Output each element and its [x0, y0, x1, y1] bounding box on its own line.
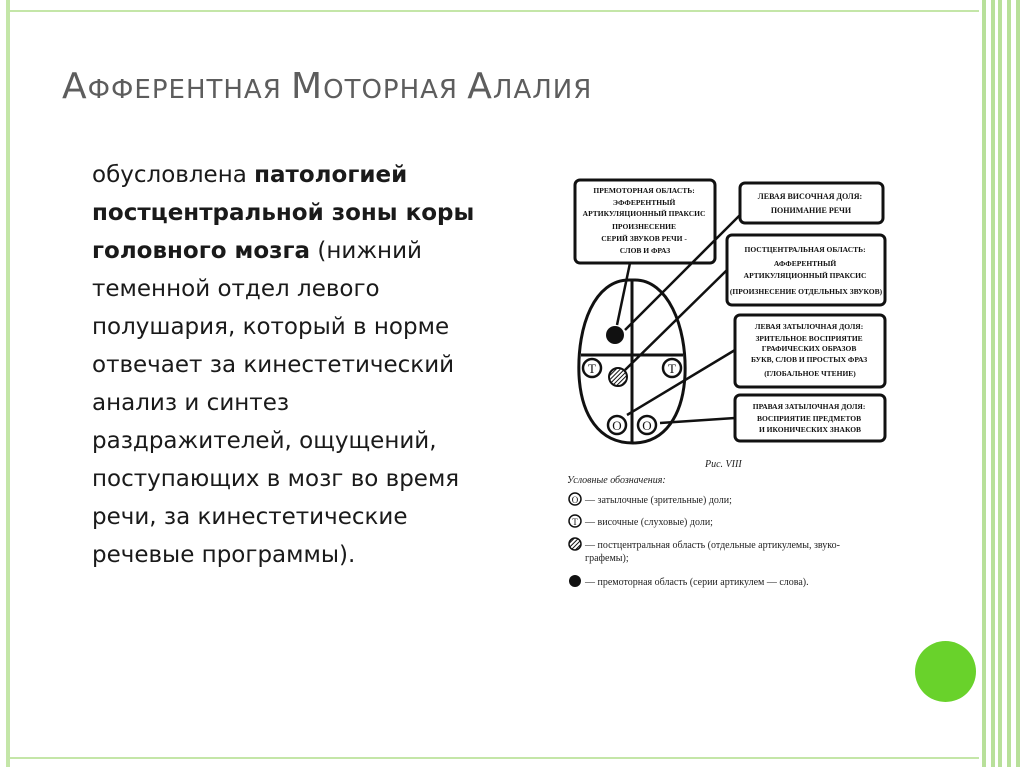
legend-postcentral-icon [569, 538, 581, 550]
body-rest: (нижний теменной отдел левого полушария, который в норме отвечает за кинестетический анализ и синтез раздражителей, ощущений, поступающих в мозг во время речи, за кинестетические речевые программы). [92, 238, 460, 568]
premotor-mark [606, 326, 624, 344]
legend-item-postcentral: — постцентральная область (отдельные артикулемы, звуко- [585, 540, 840, 551]
left-temporal-text: ЛЕВАЯ ВИСОЧНАЯ ДОЛЯ: ПОНИМАНИЕ РЕЧИ [757, 192, 863, 215]
legend-item-temporal: — височные (слуховые) доли; [585, 517, 713, 528]
right-temporal-mark-label: T [668, 361, 676, 376]
figure-caption: Рис. VIII [705, 459, 742, 470]
body-paragraph [92, 156, 482, 574]
left-occipital-mark-label: O [612, 418, 622, 433]
legend-temporal-icon-label: T [572, 517, 578, 527]
left-occipital-text: ЛЕВАЯ ЗАТЫЛОЧНАЯ ДОЛЯ: ЗРИТЕЛЬНОЕ ВОСПРИЯТИЕ ГРАФИЧЕСКИХ ОБРАЗОВ БУКВ, СЛОВ И ПРОСТЫХ ФРАЗ (ГЛОБАЛЬНОЕ ЧТЕНИЕ) [750, 322, 868, 378]
legend-occipital-icon-label: O [571, 495, 579, 505]
body-highlight: патологией постцентральной зоны коры головного мозга [92, 162, 475, 264]
legend-title: Условные обозначения: [567, 475, 666, 486]
brain-diagram [555, 175, 915, 595]
legend-premotor-icon [569, 575, 581, 587]
right-occipital-text: ПРАВАЯ ЗАТЫЛОЧНАЯ ДОЛЯ: ВОСПРИЯТИЕ ПРЕДМЕТОВ И ИКОНИЧЕСКИХ ЗНАКОВ [752, 402, 866, 434]
right-occipital-mark-label: O [642, 418, 652, 433]
body-intro: обусловлена [92, 162, 255, 188]
legend-item-occipital: — затылочные (зрительные) доли; [585, 495, 732, 506]
postcentral-mark [609, 368, 627, 386]
frame-right-stripes [979, 0, 1024, 767]
legend-item-postcentral-cont: графемы); [585, 553, 629, 564]
frame-left-border [6, 0, 10, 767]
frame-top-border [6, 10, 981, 12]
legend-item-premotor: — премоторная область (серии артикулем — слова). [585, 577, 809, 588]
premotor-text: ПРЕМОТОРНАЯ ОБЛАСТЬ: ЭФФЕРЕНТНЫЙ АРТИКУЛЯЦИОННЫЙ ПРАКСИС ПРОИЗНЕСЕНИЕ СЕРИЙ ЗВУКОВ РЕЧИ - СЛОВ И ФРАЗ [582, 186, 706, 255]
left-temporal-box [740, 183, 883, 223]
postcentral-text: ПОСТЦЕНТРАЛЬНАЯ ОБЛАСТЬ: АФФЕРЕНТНЫЙ АРТИКУЛЯЦИОННЫЙ ПРАКСИС (ПРОИЗНЕСЕНИЕ ОТДЕЛЬНЫХ ЗВУКОВ) [729, 245, 883, 296]
frame-bottom-border [6, 757, 981, 759]
slide-title: АФФЕРЕНТНАЯ МОТОРНАЯ АЛАЛИЯ [62, 66, 593, 107]
accent-circle [915, 641, 976, 702]
left-temporal-mark-label: T [588, 361, 596, 376]
